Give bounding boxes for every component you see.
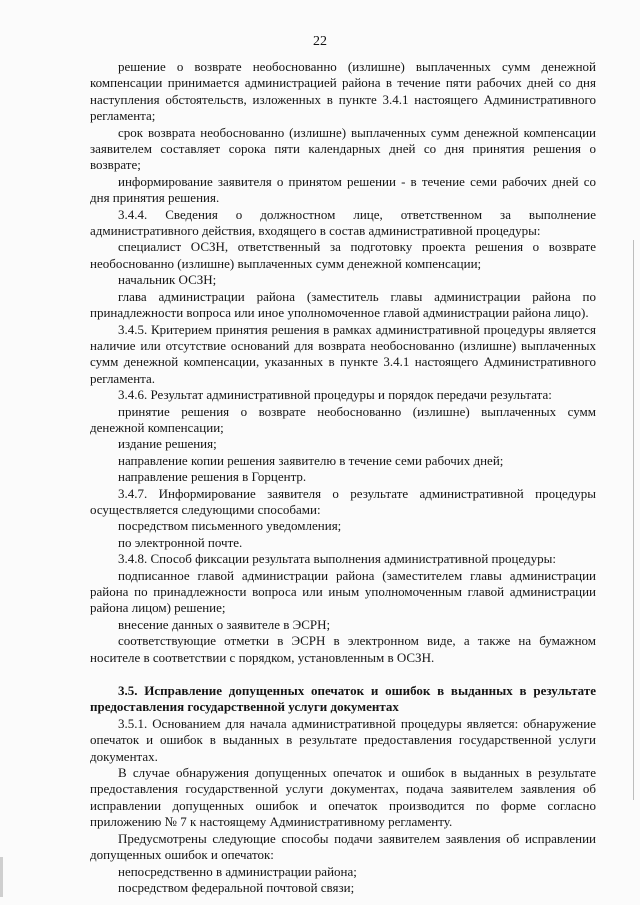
paragraph: непосредственно в администрации района;: [118, 863, 357, 879]
paragraph: 3.4.5. Критерием принятия решения в рамках административной процедуры является наличие или отсутствие оснований для возврата необоснованно (излишне) выплаченных сумм денежной компенсации, указанных в пункте 3.4.1 настоящего Административного регламента.: [90, 321, 596, 386]
paragraph: 3.4.4. Сведения о должностном лице, ответственном за выполнение административного действия, входящего в состав административной процедуры:: [90, 206, 596, 239]
paragraph: по электронной почте.: [118, 534, 243, 550]
paragraph: подписанное главой администрации района (заместителем главы администрации района по принадлежности вопроса или иным уполномоченным главой администрации района лицом) решение;: [90, 567, 596, 616]
paragraph: принятие решения о возврате необоснованно (излишне) выплаченных сумм денежной компенсации;: [90, 403, 596, 435]
paragraph: 3.4.8. Способ фиксации результата выполнения административной процедуры:: [118, 551, 557, 567]
paragraph: внесение данных о заявителе в ЭСРН;: [118, 616, 331, 632]
paragraph: посредством федеральной почтовой связи;: [118, 879, 355, 895]
paragraph: соответствующие отметки в ЭСРН в электронном виде, а также на бумажном носителе в соответствии с порядком, установленным в ОСЗН.: [90, 633, 596, 665]
scan-corner-mark: [0, 857, 3, 897]
paragraph: 3.4.7. Информирование заявителя о результате административной процедуры осуществляется следующими способами:: [90, 485, 596, 517]
paragraph: издание решения;: [118, 436, 217, 452]
paragraph: направление копии решения заявителю в течение семи рабочих дней;: [118, 452, 504, 468]
scan-edge-line: [633, 240, 634, 800]
paragraph: специалист ОСЗН, ответственный за подготовку проекта решения о возврате необоснованно (излишне) выплаченных сумм денежной компенсации;: [90, 239, 596, 271]
document-body: [90, 59, 596, 896]
section-heading: 3.5. Исправление допущенных опечаток и ошибок в выданных в результате предоставления государственной услуги документах: [90, 683, 596, 715]
page-number: 22: [313, 34, 327, 49]
paragraph: 3.5.1. Основанием для начала административной процедуры является: обнаружение опечаток и ошибок в выданных в результате предоставления государственной услуги документах.: [90, 715, 596, 764]
paragraph: информирование заявителя о принятом решении - в течение семи рабочих дней со дня принятия решения.: [90, 173, 596, 206]
paragraph: решение о возврате необоснованно (излишне) выплаченных сумм денежной компенсации принимается администрацией района в течение пяти рабочих дней со дня наступления обстоятельств, изложенных в пункте 3.4.1 настоящего Административного регламента;: [90, 59, 596, 124]
paragraph: направление решения в Горцентр.: [118, 469, 307, 485]
paragraph: срок возврата необоснованно (излишне) выплаченных сумм денежной компенсации заявителем составляет сорока пяти календарных дней со дня принятия решения о возврате;: [90, 124, 596, 173]
paragraph: начальник ОСЗН;: [118, 272, 217, 288]
paragraph: В случае обнаружения допущенных опечаток и ошибок в выданных в результате предоставления государственной услуги документах, подача заявителем заявления об исправлении допущенных ошибок и опечаток производится по форме согласно приложению № 7 к настоящему Административному регламенту.: [90, 765, 596, 830]
paragraph: Предусмотрены следующие способы подачи заявителем заявления об исправлении допущенных ошибок и опечаток:: [90, 830, 596, 863]
paragraph: посредством письменного уведомления;: [118, 518, 342, 534]
paragraph: глава администрации района (заместитель главы администрации района по принадлежности вопроса или иное уполномоченное главой администрации района лицо).: [90, 288, 596, 321]
paragraph: 3.4.6. Результат административной процедуры и порядок передачи результата:: [118, 387, 552, 403]
